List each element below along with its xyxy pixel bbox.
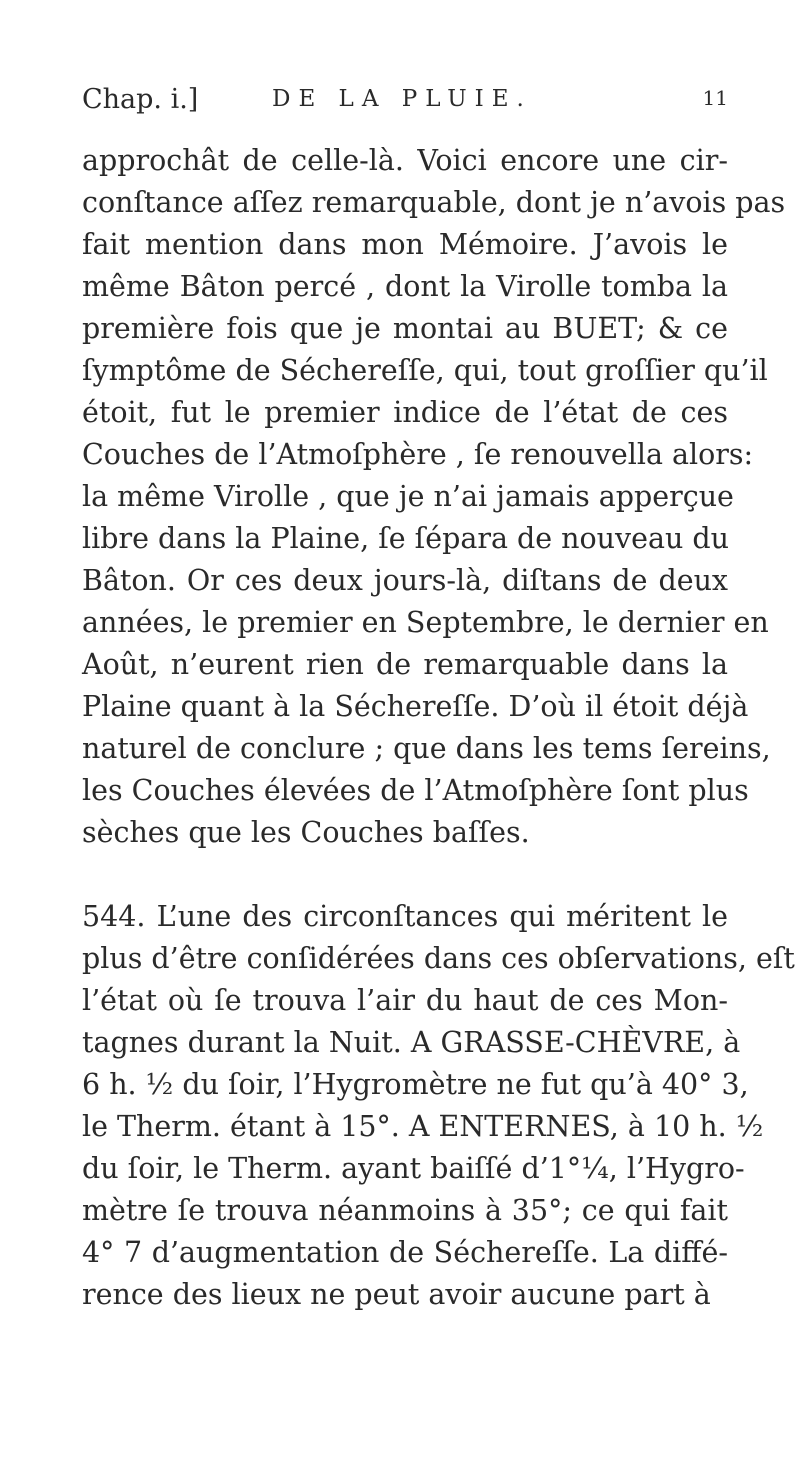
text-line: mètre ſe trouva néanmoins à 35°; ce qui fait [82, 1194, 728, 1227]
text-line: plus d’être conſidérées dans ces obſervations, eſt [82, 942, 795, 975]
text-line: conſtance aſſez remarquable, dont je n’avois pas [82, 186, 786, 219]
text-line: tagnes durant la Nuit. A GRASSE-CHÈVRE, à [82, 1026, 741, 1059]
text-line: 4° 7 d’augmentation de Sécherеſſe. La diffé- [82, 1236, 728, 1269]
text-line: le Therm. étant à 15°. A ENTERNES, à 10 h. ½ [82, 1110, 764, 1143]
text-line: les Couches élevées de l’Atmoſphère ſont plus [82, 774, 749, 807]
page-number: 11 [702, 86, 728, 110]
text-line: rence des lieux ne peut avoir aucune part à [82, 1278, 711, 1311]
text-line: naturel de conclure ; que dans les tems ſereins, [82, 732, 771, 765]
text-line: la même Virolle , que je n’ai jamais apperçue [82, 480, 734, 513]
text-line: sèches que les Couches baſſes. [82, 816, 530, 849]
chapter-reference: Chap. i.] [82, 84, 199, 115]
paragraph-spacer [82, 854, 728, 896]
text-line: 544. L’une des circonſtances qui méritent le [82, 900, 728, 933]
running-head [82, 84, 728, 124]
paragraph-1 [82, 140, 786, 854]
text-line: étoit, fut le premier indice de l’état de ces [82, 396, 728, 429]
text-line: ſymptôme de Sécherеſſe, qui, tout groſſier qu’il [82, 354, 768, 387]
running-title: DE LA PLUIE. [272, 86, 532, 112]
body-text [82, 140, 795, 1316]
text-line: même Bâton percé , dont la Virolle tomba la [82, 270, 728, 303]
paragraph-2 [82, 896, 795, 1316]
text-line: Août, n’eurent rien de remarquable dans la [82, 648, 728, 681]
text-line: du ſoir, le Therm. ayant baiſſé d’1°¼, l’Hygro- [82, 1152, 745, 1185]
text-line: approchât de celle-là. Voici encore une cir- [82, 144, 728, 177]
text-line: libre dans la Plaine, ſe ſépara de nouveau du [82, 522, 730, 555]
text-line: première fois que je montai au BUET; & ce [82, 312, 728, 345]
text-line: années, le premier en Septembre, le dernier en [82, 606, 769, 639]
text-line: 6 h. ½ du ſoir, l’Hygromètre ne fut qu’à 40° 3, [82, 1068, 749, 1101]
text-line: Bâton. Or ces deux jours-là, diſtans de deux [82, 564, 728, 597]
text-line: fait mention dans mon Mémoire. J’avois le [82, 228, 728, 261]
text-line: Plaine quant à la Sécherеſſe. D’où il étoit déjà [82, 690, 749, 723]
text-line: l’état où ſe trouva l’air du haut de ces Mon- [82, 984, 728, 1017]
text-line: Couches de l’Atmoſphère , ſe renouvella alors: [82, 438, 754, 471]
book-page [82, 84, 795, 1316]
